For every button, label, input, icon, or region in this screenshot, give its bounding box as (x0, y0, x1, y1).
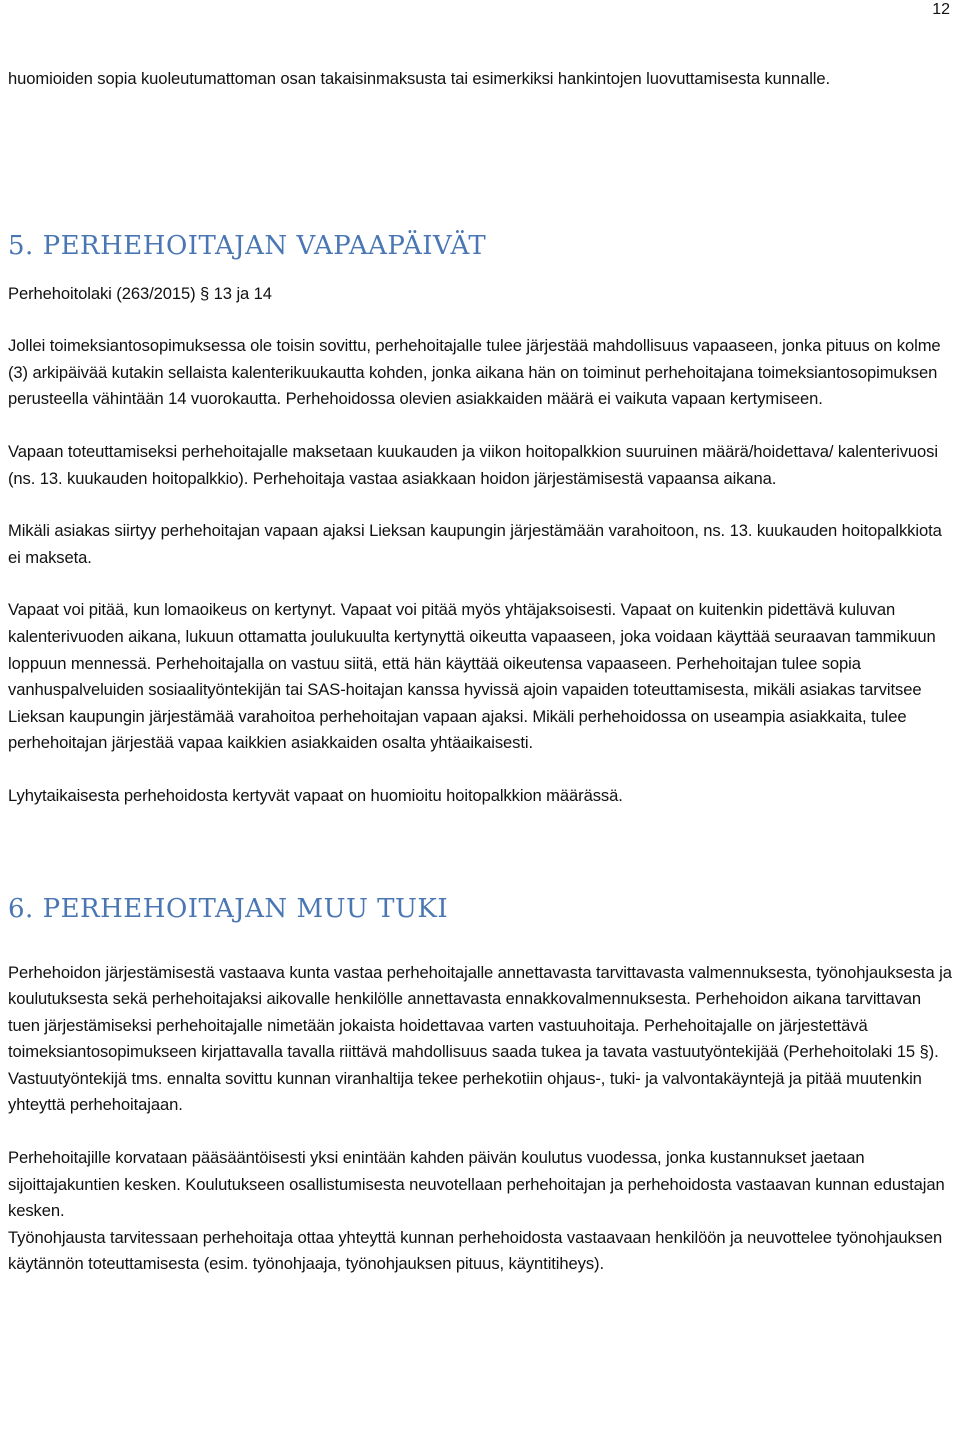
intro-paragraph: huomioiden sopia kuoleutumattoman osan takaisinmaksusta tai esimerkiksi hankintojen luovuttamisesta kunnalle. (8, 69, 831, 88)
section-5-paragraph: Jollei toimeksiantosopimuksessa ole toisin sovittu, perhehoitajalle tulee järjestää mahdollisuus vapaaseen, jonka pituus on kolme (3) arkipäivää kutakin sellaista kalenterikuukautta kohden, jonka aikana hän on toiminut perhehoitajana toimeksiantosopimuksen perusteella vähintään 14 vuorokautta. Perhehoidossa olevien asiakkaiden määrä ei vaikuta vapaan kertymiseen. (8, 336, 941, 409)
section-6-heading: 6. PERHEHOITAJAN MUU TUKI (8, 893, 449, 924)
section-6-paragraph: Työnohjausta tarvitessaan perhehoitaja ottaa yhteyttä kunnan perhehoidosta vastaavaan henkilöön ja neuvottelee työnohjauksen käytännön toteuttamisesta (esim. työnohjaaja, työnohjauksen pituus, käyntitiheys). (8, 1227, 943, 1274)
section-5-paragraph: Mikäli asiakas siirtyy perhehoitajan vapaan ajaksi Lieksan kaupungin järjestämään varahoitoon, ns. 13. kuukauden hoitopalkkiota ei makseta. (8, 521, 942, 567)
section-6 (8, 892, 953, 1279)
section-5-paragraph: Lyhytaikaisesta perhehoidosta kertyvät vapaat on huomioitu hoitopalkkion määrässä. (8, 785, 623, 805)
section-6-paragraph: Perhehoitajille korvataan pääsääntöisesti yksi enintään kahden päivän koulutus vuodessa, jonka kustannukset jaetaan sijoittajakuntien kesken. Koulutukseen osallistumisesta neuvotellaan perhehoitajan ja perhehoidosta vastaavan kunnan edustajan kesken. (8, 1148, 945, 1221)
law-reference: Perhehoitolaki (263/2015) § 13 ja 14 (8, 283, 272, 303)
section-5-paragraph: Vapaat voi pitää, kun lomaoikeus on kertynyt. Vapaat voi pitää myös yhtäjaksoisesti. Vapaat on kuitenkin pidettävä kuluvan kalenterivuoden aikana, lukuun ottamatta joulukuulta kertynyttä oikeutta vapaaseen, joka voidaan käyttää seuraavan tammikuun loppuun mennessä. Perhehoitajalla on vastuu siitä, että hän käyttää oikeutensa vapaaseen. Perhehoitajan tulee sopia vanhuspalveluiden sosiaalityöntekijän tai SAS-hoitajan kanssa hyvissä ajoin vapaiden toteuttamisesta, mikäli asiakas tarvitsee Lieksan kaupungin järjestämää varahoitoa perhehoitajan vapaan ajaksi. Mikäli perhehoidossa on useampia asiakkaita, tulee perhehoitajan järjestää vapaa kaikkien asiakkaiden osalta yhtäaikaisesti. (8, 600, 936, 753)
page-number: 12 (932, 1, 950, 18)
section-5 (8, 229, 953, 810)
section-6-paragraph: Perhehoidon järjestämisestä vastaava kunta vastaa perhehoitajalle annettavasta tarvittavasta valmennuksesta, työnohjauksesta ja koulutuksesta sekä perhehoitajaksi aikovalle henkilölle annettavasta ennakkovalmennuksesta. Perhehoidon aikana tarvittavan tuen järjestämiseksi perhehoitajalle nimetään jokaista hoidettavaa varten vastuuhoitaja. Perhehoitajalle on järjestettävä toimeksiantosopimukseen kirjattavalla tavalla riittävä mahdollisuus saada tukea ja tavata vastuutyöntekijää (Perhehoitolaki 15 §). Vastuutyöntekijä tms. ennalta sovittu kunnan viranhaltija tekee perhekotiin ohjaus-, tuki- ja valvontakäyntejä ja pitää muutenkin yhteyttä perhehoitajaan. (8, 962, 952, 1115)
section-5-paragraph: Vapaan toteuttamiseksi perhehoitajalle maksetaan kuukauden ja viikon hoitopalkkion suuruinen määrä/hoidettava/ kalenterivuosi (ns. 13. kuukauden hoitopalkkio). Perhehoitaja vastaa asiakkaan hoidon järjestämisestä vapaansa aikana. (8, 441, 938, 488)
section-5-heading: 5. PERHEHOITAJAN VAPAAPÄIVÄT (8, 230, 487, 261)
document-body (8, 66, 953, 1278)
